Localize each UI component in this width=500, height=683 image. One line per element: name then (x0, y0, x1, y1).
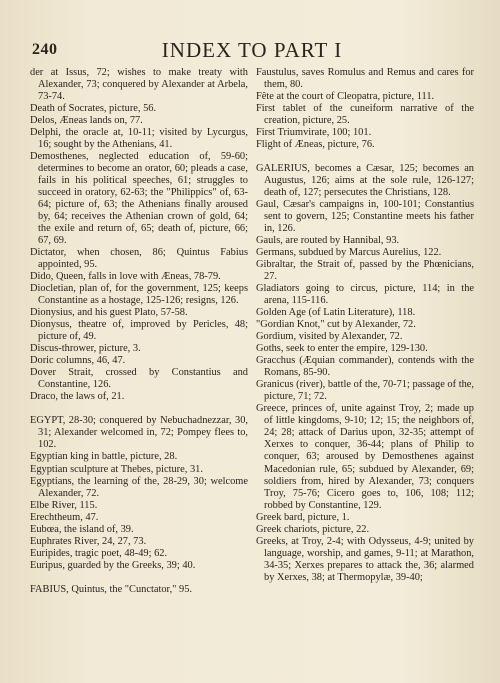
index-entry: Dover Strait, crossed by Constantius and Constantine, 126. (30, 367, 248, 391)
index-entry: Flight of Æneas, picture, 76. (256, 139, 375, 151)
page-title: INDEX TO PART I (161, 38, 343, 62)
index-entry: Dido, Queen, falls in love with Æneas, 78-79. (30, 271, 221, 283)
index-entry: Gordium, visited by Alexander, 72. (256, 331, 403, 343)
index-entry: Euphrates River, 24, 27, 73. (30, 535, 147, 547)
index-entry: Gracchus (Æquian commander), contends with the Romans, 85-90. (256, 355, 474, 379)
index-entry: Faustulus, saves Romulus and Remus and cares for them, 80. (256, 67, 474, 91)
index-entry: Dictator, when chosen, 86; Quintus Fabius appointed, 95. (30, 247, 248, 271)
index-entry: Dionysius, and his guest Plato, 57-58. (30, 307, 188, 319)
index-entry: Eubœa, the island of, 39. (30, 523, 134, 535)
index-entry: Greek chariots, picture, 22. (256, 523, 370, 535)
index-entry: Delos, Æneas lands on, 77. (30, 115, 143, 127)
index-entry: Goths, seek to enter the empire, 129-130. (256, 343, 428, 355)
index-column-left (30, 67, 248, 596)
index-entry: Draco, the laws of, 21. (30, 391, 125, 403)
index-entry: Erechtheum, 47. (30, 511, 99, 523)
index-entry: Gauls, are routed by Hannibal, 93. (256, 235, 400, 247)
index-entry: Dionysus, theatre of, improved by Pericles, 48; picture of, 49. (30, 319, 248, 343)
index-entry: First tablet of the cuneiform narrative of the creation, picture, 25. (256, 103, 474, 127)
index-entry: der at Issus, 72; wishes to make treaty with Alexander, 73; conquered by Alexander at Arbela, 73-74. (30, 67, 248, 103)
index-entry: Gladiators going to circus, picture, 114; in the arena, 115-116. (256, 283, 474, 307)
index-column-right (256, 67, 474, 584)
index-entry: Greeks, at Troy, 2-4; with Odysseus, 4-9; united by language, worship, and games, 9-11; at Marathon, 34-35; Xerxes prepares to attack the, 36; alarmed by Xerxes, 38; at Thermopylæ, 39-40; (256, 535, 474, 583)
index-entry: Granicus (river), battle of the, 70-71; passage of the, picture, 71; 72. (256, 379, 474, 403)
index-entry: FABIUS, Quintus, the "Cunctator," 95. (30, 583, 192, 595)
index-entry: Elbe River, 115. (30, 499, 98, 511)
index-entry: "Gordian Knot," cut by Alexander, 72. (256, 319, 416, 331)
index-entry: Greece, princes of, unite against Troy, 2; made up of little kingdoms, 9-10; 12; 15; the neighbors of, 24; 28; attack of Darius upon, 32-35; attempt of Xerxes to conquer, 36-44; plans of Philip to conquer, 63; aroused by Demosthenes against Macedonian rule, 65; subdued by Alexander, 69; soldiers from, hired by Alexander, 73; conquers Troy, 75-76; Cicero goes to, 106, 108; 112; robbed by Constantine, 129. (256, 403, 474, 511)
index-entry: GALERIUS, becomes a Cæsar, 125; becomes an Augustus, 126; aims at the sole rule, 126-127; death of, 127; persecutes the Christians, 128. (256, 163, 474, 199)
index-entry: Discus-thrower, picture, 3. (30, 343, 141, 355)
index-entry: Death of Socrates, picture, 56. (30, 103, 157, 115)
index-entry: First Triumvirate, 100; 101. (256, 127, 372, 139)
index-entry: Greek bard, picture, 1. (256, 511, 350, 523)
index-entry: Germans, subdued by Marcus Aurelius, 122. (256, 247, 442, 259)
index-entry: Doric columns, 46, 47. (30, 355, 126, 367)
index-entry: EGYPT, 28-30; conquered by Nebuchadnezzar, 30, 31; Alexander welcomed in, 72; Pompey flees to, 102. (30, 415, 248, 451)
index-entry: Egyptian king in battle, picture, 28. (30, 451, 178, 463)
index-entry: Diocletian, plan of, for the government, 125; keeps Constantine as a hostage, 125-126; resigns, 126. (30, 283, 248, 307)
page-number: 240 (32, 41, 58, 58)
index-entry: Gibraltar, the Strait of, passed by the Phœnicians, 27. (256, 259, 474, 283)
index-entry: Egyptian sculpture at Thebes, picture, 31. (30, 463, 203, 475)
index-entry: Golden Age (of Latin Literature), 118. (256, 307, 416, 319)
index-entry: Fête at the court of Cleopatra, picture, 111. (256, 91, 435, 103)
page-header (32, 38, 472, 62)
index-entry: Delphi, the oracle at, 10-11; visited by Lycurgus, 16; sought by the Athenians, 41. (30, 127, 248, 151)
index-entry: Euripus, guarded by the Greeks, 39; 40. (30, 559, 196, 571)
index-entry: Egyptians, the learning of the, 28-29, 30; welcome Alexander, 72. (30, 475, 248, 499)
index-entry: Gaul, Cæsar's campaigns in, 100-101; Constantius sent to govern, 125; Constantine meets his father in, 126. (256, 199, 474, 235)
index-entry: Demosthenes, neglected education of, 59-60; determines to become an orator, 60; pleads a case, fails in his political speeches, 61; struggles to succeed in oratory, 62-63; the "Philippics" of, 63-64; picture of, 63; the Athenians finally aroused by, 64; receives the Athenian crown of gold, 64; the exile and return of, 65; death of, picture, 66; 67, 69. (30, 151, 248, 247)
index-entry: Euripides, tragic poet, 48-49; 62. (30, 547, 168, 559)
